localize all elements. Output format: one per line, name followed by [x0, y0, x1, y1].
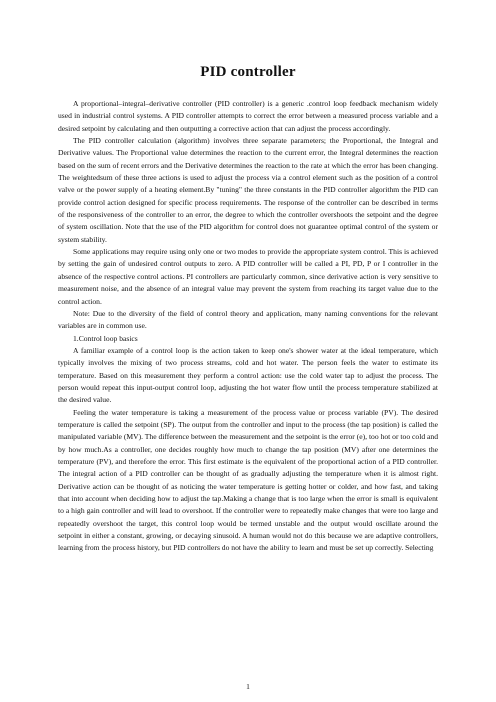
section-heading: 1.Control loop basics [73, 333, 138, 343]
page-number: 1 [246, 682, 250, 691]
page-title: PID controller [200, 64, 296, 80]
paragraph-modes: Some applications may require using only one or two modes to provide the appropriate system control. This is achieved by setting the gain of undesired control outputs to zero. A PID controller will be called a PI, PD, P or I controller in the absence of the respective control actions. PI controllers are particularly common, since derivative action is very sensitive to measurement noise, and the absence of an integral value may prevent the system from reaching its target value due to the control action. [58, 247, 438, 306]
paragraph-note: Note: Due to the diversity of the field of control theory and application, many naming conventions for the relevant variables are in common use. [58, 308, 438, 331]
paragraph-algorithm: The PID controller calculation (algorithm) involves three separate parameters; the Proportional, the Integral and Derivative values. The Proportional value determines the reaction to the current error, the Integral determines the reaction based on the sum of recent errors and the Derivative determines the reaction to the rate at which the error has been changing. The weightedsum of these three actions is used to adjust the process via a control element such as the position of a control valve or the power supply of a heating element.By "tuning" the three constants in the PID controller algorithm the PID can provide control action designed for specific process requirements. The response of the controller can be described in terms of the responsiveness of the controller to an error, the degree to which the controller overshoots the setpoint and the degree of system oscillation. Note that the use of the PID algorithm for control does not guarantee optimal control of the system or system stability. [58, 136, 438, 244]
paragraph-intro: A proportional–integral–derivative controller (PID controller) is a generic .control loop feedback mechanism widely used in industrial control systems. A PID controller attempts to correct the error between a measured process variable and a desired setpoint by calculating and then outputting a corrective action that can adjust the process accordingly. [58, 99, 438, 133]
paragraph-process-variable: Feeling the water temperature is taking a measurement of the process value or process variable (PV). The desired temperature is called the setpoint (SP). The output from the controller and input to the process (the tap position) is called the manipulated variable (MV). The difference between the measurement and the setpoint is the error (e), too hot or too cold and by how much.As a controller, one decides roughly how much to change the tap position (MV) after one determines the temperature (PV), and therefore the error. This first estimate is the equivalent of the proportional action of a PID controller. The integral action of a PID controller can be thought of as gradually adjusting the temperature when it is almost right. Derivative action can be thought of as noticing the water temperature is getting hotter or colder, and how fast, and taking that into account when deciding how to adjust the tap.Making a change that is too large when the error is small is equivalent to a high gain controller and will lead to overshoot. If the controller were to repeatedly make changes that were too large and repeatedly overshoot the target, this control loop would be termed unstable and the output would oscillate around the setpoint in either a constant, growing, or decaying sinusoid. A human would not do this because we are adaptive controllers, learning from the process history, but PID controllers do not have the ability to learn and must be set up correctly. Selecting [58, 407, 438, 553]
paragraph-shower-example: A familiar example of a control loop is the action taken to keep one's shower water at the ideal temperature, which typically involves the mixing of two process streams, cold and hot water. The person feels the water to estimate its temperature. Based on this measurement they perform a control action: use the cold water tap to adjust the process. The person would repeat this input-output control loop, adjusting the hot water flow until the process temperature stabilized at the desired value. [58, 345, 438, 405]
body-text [58, 98, 438, 555]
